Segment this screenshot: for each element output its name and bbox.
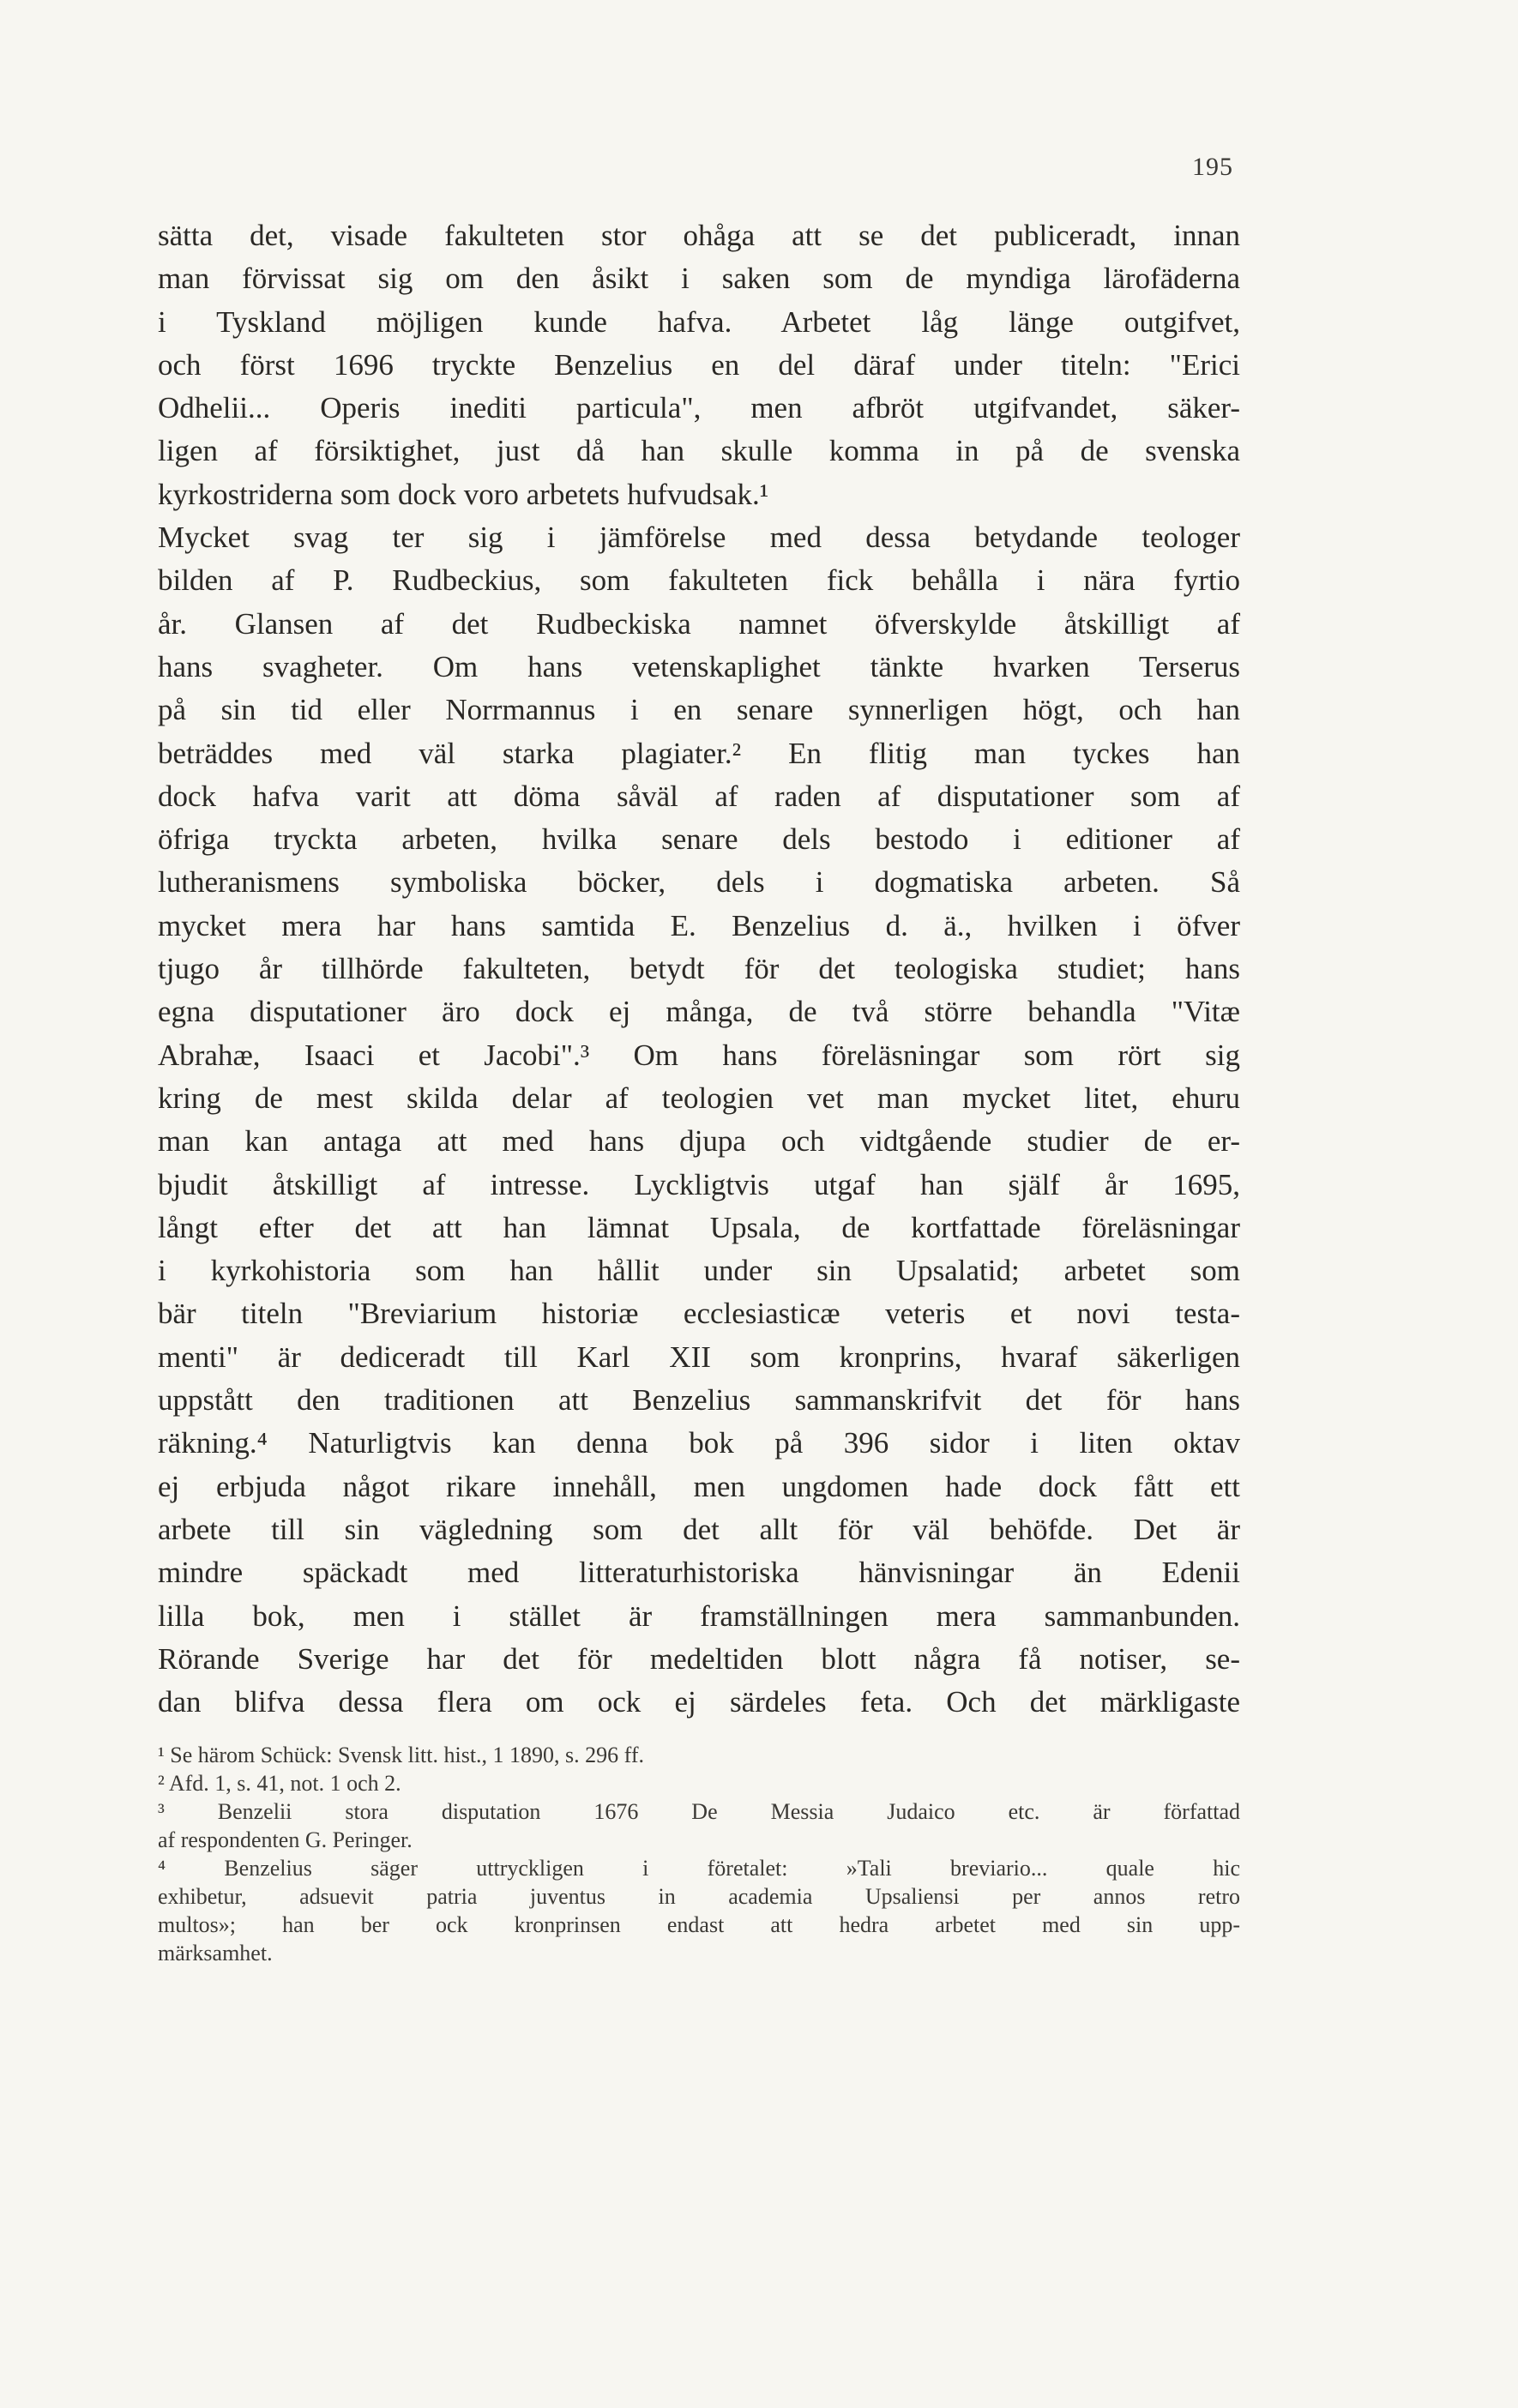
text-line: menti" är dediceradt till Karl XII som kronprins, hvaraf säkerligen bbox=[158, 1339, 1240, 1374]
text-line: mycket mera har hans samtida E. Benzelius d. ä., hvilken i öfver bbox=[158, 908, 1240, 942]
text-line: beträddes med väl starka plagiater.² En flitig man tyckes han bbox=[158, 736, 1240, 770]
text-line: i Tyskland möjligen kunde hafva. Arbetet låg länge outgifvet, bbox=[158, 304, 1240, 339]
page-number: 195 bbox=[1192, 153, 1233, 181]
footnotes bbox=[158, 1741, 1240, 1967]
footnote-line: ⁴ Benzelius säger uttryckligen i företalet: »Tali breviario... quale hic bbox=[158, 1856, 1240, 1881]
footnote-line: multos»; han ber ock kronprinsen endast att hedra arbetet med sin upp- bbox=[158, 1912, 1240, 1937]
footnote-line: ¹ Se härom Schück: Svensk litt. hist., 1 1890, s. 296 ff. bbox=[158, 1743, 645, 1767]
body-text bbox=[158, 214, 1240, 1724]
footnote-line: märksamhet. bbox=[158, 1941, 273, 1966]
text-line: år. Glansen af det Rudbeckiska namnet öfverskylde åtskilligt af bbox=[158, 606, 1240, 641]
footnote-line: exhibetur, adsuevit patria juventus in academia Upsaliensi per annos retro bbox=[158, 1884, 1240, 1909]
text-line: bilden af P. Rudbeckius, som fakulteten fick behålla i nära fyrtio bbox=[158, 563, 1240, 598]
text-line: Odhelii... Operis inediti particula", men afbröt utgifvandet, säker- bbox=[158, 391, 1240, 425]
text-line: dan blifva dessa flera om ock ej särdeles feta. Och det märkligaste bbox=[158, 1685, 1240, 1719]
text-line: i kyrkohistoria som han hållit under sin Upsalatid; arbetet som bbox=[158, 1254, 1240, 1288]
text-line: Rörande Sverige har det för medeltiden blott några få notiser, se- bbox=[158, 1641, 1240, 1676]
text-line: bjudit åtskilligt af intresse. Lyckligtvis utgaf han själf år 1695, bbox=[158, 1167, 1240, 1201]
text-line: kring de mest skilda delar af teologien vet man mycket litet, ehuru bbox=[158, 1081, 1240, 1115]
text-line: lutheranismens symboliska böcker, dels i dogmatiska arbeten. Så bbox=[158, 865, 1240, 900]
text-line: arbete till sin vägledning som det allt för väl behöfde. Det är bbox=[158, 1512, 1240, 1546]
text-line: sätta det, visade fakulteten stor ohåga att se det publiceradt, innan bbox=[158, 219, 1240, 252]
text-line: ej erbjuda något rikare innehåll, men ungdomen hade dock fått ett bbox=[158, 1469, 1240, 1503]
footnote-line: af respondenten G. Peringer. bbox=[158, 1827, 413, 1852]
text-line: räkning.⁴ Naturligtvis kan denna bok på 396 sidor i liten oktav bbox=[158, 1426, 1240, 1460]
text-line: Mycket svag ter sig i jämförelse med dessa betydande teologer bbox=[158, 521, 1240, 555]
text-line: bär titeln "Breviarium historiæ ecclesiasticæ veteris et novi testa- bbox=[158, 1297, 1240, 1331]
text-line: på sin tid eller Norrmannus i en senare synnerligen högt, och han bbox=[158, 693, 1240, 727]
text-line: lilla bok, men i stället är framställningen mera sammanbunden. bbox=[158, 1598, 1240, 1633]
footnote-line: ³ Benzelii stora disputation 1676 De Messia Judaico etc. är författad bbox=[158, 1799, 1240, 1824]
text-line: man förvissat sig om den åsikt i saken som de myndiga lärofäderna bbox=[158, 262, 1240, 296]
text-line: man kan antaga att med hans djupa och vidtgående studier de er- bbox=[158, 1124, 1240, 1159]
text-line: kyrkostriderna som dock voro arbetets hufvudsak.¹ bbox=[158, 477, 769, 511]
text-line: egna disputationer äro dock ej många, de två större behandla "Vitæ bbox=[158, 995, 1240, 1029]
text-line: ligen af försiktighet, just då han skulle komma in på de svenska bbox=[158, 434, 1240, 468]
text-line: och först 1696 tryckte Benzelius en del däraf under titeln: "Erici bbox=[158, 347, 1240, 382]
text-line: uppstått den traditionen att Benzelius sammanskrifvit det för hans bbox=[158, 1383, 1240, 1418]
text-line: öfriga tryckta arbeten, hvilka senare dels bestodo i editioner af bbox=[158, 822, 1240, 857]
text-line: mindre späckadt med litteraturhistoriska hänvisningar än Edenii bbox=[158, 1556, 1240, 1590]
text-line: hans svagheter. Om hans vetenskaplighet tänkte hvarken Terserus bbox=[158, 649, 1240, 683]
text-line: dock hafva varit att döma såväl af raden af disputationer som af bbox=[158, 779, 1240, 813]
text-line: tjugo år tillhörde fakulteten, betydt för det teologiska studiet; hans bbox=[158, 952, 1240, 986]
text-line: Abrahæ, Isaaci et Jacobi".³ Om hans föreläsningar som rört sig bbox=[158, 1038, 1240, 1072]
text-line: långt efter det att han lämnat Upsala, de kortfattade föreläsningar bbox=[158, 1210, 1240, 1244]
footnote-line: ² Afd. 1, s. 41, not. 1 och 2. bbox=[158, 1771, 401, 1796]
